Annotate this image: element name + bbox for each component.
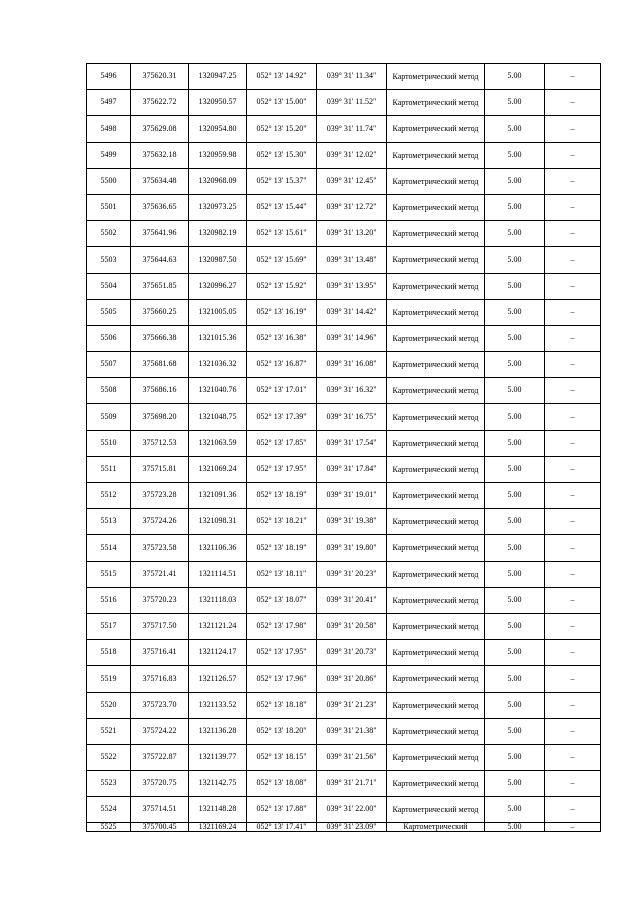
accuracy-cell: 5.00 [485,142,545,168]
latitude-cell: 052° 13' 14.92" [247,64,317,90]
note-cell: – [545,771,601,797]
note-cell: – [545,64,601,90]
longitude-cell: 039° 31' 20.58" [317,613,387,639]
x-coordinate-cell: 375723.28 [131,483,189,509]
latitude-cell: 052° 13' 18.08" [247,771,317,797]
y-coordinate-cell: 1321121.24 [189,613,247,639]
note-cell: – [545,90,601,116]
point-number-cell: 5512 [87,483,131,509]
longitude-cell: 039° 31' 12.02" [317,142,387,168]
point-number-cell: 5498 [87,116,131,142]
latitude-cell: 052° 13' 17.95" [247,640,317,666]
y-coordinate-cell: 1320947.25 [189,64,247,90]
latitude-cell: 052° 13' 17.95" [247,456,317,482]
longitude-cell: 039° 31' 17.84" [317,456,387,482]
accuracy-cell: 5.00 [485,430,545,456]
method-cell: Картометрический метод [387,797,485,823]
latitude-cell: 052° 13' 15.92" [247,273,317,299]
method-cell: Картометрический метод [387,194,485,220]
method-cell: Картометрический метод [387,744,485,770]
point-number-cell: 5499 [87,142,131,168]
note-cell: – [545,483,601,509]
accuracy-cell: 5.00 [485,666,545,692]
longitude-cell: 039° 31' 20.23" [317,561,387,587]
accuracy-cell: 5.00 [485,273,545,299]
accuracy-cell: 5.00 [485,168,545,194]
table-row [87,64,601,90]
longitude-cell: 039° 31' 13.48" [317,247,387,273]
table-row [87,404,601,430]
accuracy-cell: 5.00 [485,692,545,718]
x-coordinate-cell: 375660.25 [131,299,189,325]
x-coordinate-cell: 375629.08 [131,116,189,142]
x-coordinate-cell: 375721.41 [131,561,189,587]
method-cell: Картометрический метод [387,142,485,168]
x-coordinate-cell: 375632.18 [131,142,189,168]
latitude-cell: 052° 13' 15.69" [247,247,317,273]
latitude-cell: 052° 13' 18.19" [247,483,317,509]
latitude-cell: 052° 13' 16.38" [247,325,317,351]
note-cell: – [545,535,601,561]
y-coordinate-cell: 1321142.75 [189,771,247,797]
note-cell: – [545,404,601,430]
longitude-cell: 039° 31' 19.01" [317,483,387,509]
method-cell: Картометрический метод [387,116,485,142]
note-cell: – [545,561,601,587]
longitude-cell: 039° 31' 19.38" [317,509,387,535]
longitude-cell: 039° 31' 20.86" [317,666,387,692]
y-coordinate-cell: 1321124.17 [189,640,247,666]
accuracy-cell: 5.00 [485,194,545,220]
x-coordinate-cell: 375666.38 [131,325,189,351]
table-row [87,378,601,404]
method-cell: Картометрический метод [387,561,485,587]
latitude-cell: 052° 13' 17.96" [247,666,317,692]
table-row [87,221,601,247]
latitude-cell: 052° 13' 18.19" [247,535,317,561]
table-row [87,299,601,325]
table-row [87,273,601,299]
longitude-cell: 039° 31' 19.80" [317,535,387,561]
x-coordinate-cell: 375714.51 [131,797,189,823]
x-coordinate-cell: 375622.72 [131,90,189,116]
table-row [87,509,601,535]
method-cell: Картометрический метод [387,771,485,797]
point-number-cell: 5497 [87,90,131,116]
note-cell: – [545,194,601,220]
table-row [87,116,601,142]
method-cell: Картометрический метод [387,430,485,456]
point-number-cell: 5520 [87,692,131,718]
method-cell: Картометрический метод [387,325,485,351]
y-coordinate-cell: 1320987.50 [189,247,247,273]
method-cell: Картометрический метод [387,456,485,482]
accuracy-cell: 5.00 [485,64,545,90]
note-cell: – [545,797,601,823]
point-number-cell: 5500 [87,168,131,194]
longitude-cell: 039° 31' 21.23" [317,692,387,718]
accuracy-cell: 5.00 [485,221,545,247]
table-row [87,744,601,770]
point-number-cell: 5515 [87,561,131,587]
note-cell: – [545,142,601,168]
method-cell: Картометрический метод [387,535,485,561]
y-coordinate-cell: 1320996.27 [189,273,247,299]
method-cell: Картометрический метод [387,666,485,692]
note-cell: – [545,744,601,770]
y-coordinate-cell: 1321133.52 [189,692,247,718]
y-coordinate-cell: 1321091.36 [189,483,247,509]
method-cell: Картометрический метод [387,483,485,509]
method-cell: Картометрический метод [387,299,485,325]
note-cell: – [545,221,601,247]
accuracy-cell: 5.00 [485,325,545,351]
coordinates-table [86,63,601,832]
method-cell: Картометрический метод [387,404,485,430]
y-coordinate-cell: 1321040.76 [189,378,247,404]
latitude-cell: 052° 13' 16.87" [247,352,317,378]
latitude-cell: 052° 13' 18.15" [247,744,317,770]
longitude-cell: 039° 31' 20.73" [317,640,387,666]
x-coordinate-cell: 375720.75 [131,771,189,797]
y-coordinate-cell: 1321106.36 [189,535,247,561]
latitude-cell: 052° 13' 18.20" [247,718,317,744]
y-coordinate-cell: 1321139.77 [189,744,247,770]
latitude-cell: 052° 13' 15.20" [247,116,317,142]
note-cell: – [545,247,601,273]
x-coordinate-cell: 375700.45 [131,823,189,832]
latitude-cell: 052° 13' 17.39" [247,404,317,430]
y-coordinate-cell: 1321048.75 [189,404,247,430]
note-cell: – [545,456,601,482]
x-coordinate-cell: 375715.81 [131,456,189,482]
point-number-cell: 5517 [87,613,131,639]
x-coordinate-cell: 375723.58 [131,535,189,561]
note-cell: – [545,299,601,325]
longitude-cell: 039° 31' 11.52" [317,90,387,116]
point-number-cell: 5525 [87,823,131,832]
accuracy-cell: 5.00 [485,352,545,378]
method-cell: Картометрический метод [387,718,485,744]
point-number-cell: 5523 [87,771,131,797]
note-cell: – [545,430,601,456]
x-coordinate-cell: 375636.65 [131,194,189,220]
longitude-cell: 039° 31' 11.74" [317,116,387,142]
latitude-cell: 052° 13' 18.07" [247,587,317,613]
table-row [87,430,601,456]
accuracy-cell: 5.00 [485,456,545,482]
x-coordinate-cell: 375620.31 [131,64,189,90]
longitude-cell: 039° 31' 17.54" [317,430,387,456]
y-coordinate-cell: 1321136.28 [189,718,247,744]
table-row [87,483,601,509]
point-number-cell: 5516 [87,587,131,613]
y-coordinate-cell: 1321118.03 [189,587,247,613]
accuracy-cell: 5.00 [485,90,545,116]
table-row [87,142,601,168]
y-coordinate-cell: 1321098.31 [189,509,247,535]
y-coordinate-cell: 1321005.05 [189,299,247,325]
y-coordinate-cell: 1321169.24 [189,823,247,832]
table-row [87,823,601,832]
table-row [87,718,601,744]
accuracy-cell: 5.00 [485,247,545,273]
y-coordinate-cell: 1321114.51 [189,561,247,587]
point-number-cell: 5513 [87,509,131,535]
point-number-cell: 5524 [87,797,131,823]
longitude-cell: 039° 31' 14.42" [317,299,387,325]
accuracy-cell: 5.00 [485,587,545,613]
table-row [87,692,601,718]
x-coordinate-cell: 375634.48 [131,168,189,194]
method-cell: Картометрический метод [387,247,485,273]
x-coordinate-cell: 375723.70 [131,692,189,718]
y-coordinate-cell: 1321036.32 [189,352,247,378]
accuracy-cell: 5.00 [485,483,545,509]
y-coordinate-cell: 1321148.28 [189,797,247,823]
y-coordinate-cell: 1320954.80 [189,116,247,142]
x-coordinate-cell: 375681.68 [131,352,189,378]
longitude-cell: 039° 31' 12.72" [317,194,387,220]
point-number-cell: 5507 [87,352,131,378]
method-cell: Картометрический метод [387,352,485,378]
x-coordinate-cell: 375717.50 [131,613,189,639]
latitude-cell: 052° 13' 16.19" [247,299,317,325]
method-cell: Картометрический метод [387,640,485,666]
table-row [87,587,601,613]
method-cell: Картометрический метод [387,221,485,247]
accuracy-cell: 5.00 [485,378,545,404]
point-number-cell: 5511 [87,456,131,482]
y-coordinate-cell: 1320973.25 [189,194,247,220]
note-cell: – [545,116,601,142]
longitude-cell: 039° 31' 20.41" [317,587,387,613]
y-coordinate-cell: 1321126.57 [189,666,247,692]
accuracy-cell: 5.00 [485,823,545,832]
latitude-cell: 052° 13' 15.30" [247,142,317,168]
point-number-cell: 5496 [87,64,131,90]
latitude-cell: 052° 13' 15.44" [247,194,317,220]
accuracy-cell: 5.00 [485,116,545,142]
y-coordinate-cell: 1320950.57 [189,90,247,116]
note-cell: – [545,666,601,692]
y-coordinate-cell: 1320968.09 [189,168,247,194]
point-number-cell: 5510 [87,430,131,456]
longitude-cell: 039° 31' 16.08" [317,352,387,378]
table-row [87,90,601,116]
latitude-cell: 052° 13' 17.01" [247,378,317,404]
note-cell: – [545,273,601,299]
method-cell: Картометрический метод [387,587,485,613]
x-coordinate-cell: 375712.53 [131,430,189,456]
note-cell: – [545,718,601,744]
note-cell: – [545,613,601,639]
point-number-cell: 5508 [87,378,131,404]
longitude-cell: 039° 31' 16.75" [317,404,387,430]
latitude-cell: 052° 13' 18.11" [247,561,317,587]
method-cell: Картометрический метод [387,273,485,299]
table-row [87,613,601,639]
x-coordinate-cell: 375724.26 [131,509,189,535]
note-cell: – [545,352,601,378]
latitude-cell: 052° 13' 17.85" [247,430,317,456]
point-number-cell: 5504 [87,273,131,299]
x-coordinate-cell: 375724.22 [131,718,189,744]
method-cell: Картометрический метод [387,64,485,90]
accuracy-cell: 5.00 [485,561,545,587]
longitude-cell: 039° 31' 16.32" [317,378,387,404]
point-number-cell: 5509 [87,404,131,430]
point-number-cell: 5505 [87,299,131,325]
latitude-cell: 052° 13' 15.00" [247,90,317,116]
longitude-cell: 039° 31' 13.20" [317,221,387,247]
x-coordinate-cell: 375716.41 [131,640,189,666]
point-number-cell: 5501 [87,194,131,220]
note-cell: – [545,640,601,666]
note-cell: – [545,823,601,832]
note-cell: – [545,378,601,404]
table-row [87,247,601,273]
longitude-cell: 039° 31' 21.56" [317,744,387,770]
longitude-cell: 039° 31' 22.00" [317,797,387,823]
point-number-cell: 5503 [87,247,131,273]
longitude-cell: 039° 31' 12.45" [317,168,387,194]
y-coordinate-cell: 1320982.19 [189,221,247,247]
table-row [87,771,601,797]
table-row [87,168,601,194]
x-coordinate-cell: 375722.87 [131,744,189,770]
accuracy-cell: 5.00 [485,640,545,666]
point-number-cell: 5519 [87,666,131,692]
note-cell: – [545,325,601,351]
note-cell: – [545,168,601,194]
latitude-cell: 052° 13' 17.88" [247,797,317,823]
longitude-cell: 039° 31' 21.71" [317,771,387,797]
longitude-cell: 039° 31' 21.38" [317,718,387,744]
point-number-cell: 5522 [87,744,131,770]
accuracy-cell: 5.00 [485,299,545,325]
y-coordinate-cell: 1321063.59 [189,430,247,456]
table-row [87,352,601,378]
x-coordinate-cell: 375644.63 [131,247,189,273]
point-number-cell: 5506 [87,325,131,351]
accuracy-cell: 5.00 [485,744,545,770]
x-coordinate-cell: 375698.20 [131,404,189,430]
table-row [87,456,601,482]
method-cell: Картометрический метод [387,613,485,639]
table-body [87,64,601,832]
x-coordinate-cell: 375641.96 [131,221,189,247]
note-cell: – [545,692,601,718]
point-number-cell: 5502 [87,221,131,247]
point-number-cell: 5521 [87,718,131,744]
accuracy-cell: 5.00 [485,613,545,639]
accuracy-cell: 5.00 [485,797,545,823]
method-cell: Картометрический метод [387,378,485,404]
table-row [87,325,601,351]
note-cell: – [545,509,601,535]
method-cell: Картометрический метод [387,509,485,535]
latitude-cell: 052° 13' 15.61" [247,221,317,247]
method-cell: Картометрический метод [387,168,485,194]
point-number-cell: 5514 [87,535,131,561]
y-coordinate-cell: 1321069.24 [189,456,247,482]
accuracy-cell: 5.00 [485,771,545,797]
x-coordinate-cell: 375716.83 [131,666,189,692]
table-row [87,666,601,692]
point-number-cell: 5518 [87,640,131,666]
latitude-cell: 052° 13' 17.98" [247,613,317,639]
table-row [87,797,601,823]
table-row [87,194,601,220]
y-coordinate-cell: 1320959.98 [189,142,247,168]
accuracy-cell: 5.00 [485,535,545,561]
note-cell: – [545,587,601,613]
longitude-cell: 039° 31' 11.34" [317,64,387,90]
method-cell: Картометрический метод [387,692,485,718]
x-coordinate-cell: 375720.23 [131,587,189,613]
accuracy-cell: 5.00 [485,509,545,535]
method-cell: Картометрический метод [387,90,485,116]
table-row [87,535,601,561]
latitude-cell: 052° 13' 15.37" [247,168,317,194]
longitude-cell: 039° 31' 14.96" [317,325,387,351]
longitude-cell: 039° 31' 23.09" [317,823,387,832]
x-coordinate-cell: 375651.85 [131,273,189,299]
y-coordinate-cell: 1321015.36 [189,325,247,351]
latitude-cell: 052° 13' 18.21" [247,509,317,535]
table-row [87,561,601,587]
x-coordinate-cell: 375686.16 [131,378,189,404]
table-row [87,640,601,666]
latitude-cell: 052° 13' 17.41" [247,823,317,832]
longitude-cell: 039° 31' 13.95" [317,273,387,299]
latitude-cell: 052° 13' 18.18" [247,692,317,718]
accuracy-cell: 5.00 [485,718,545,744]
accuracy-cell: 5.00 [485,404,545,430]
method-cell: Картометрический [387,823,485,832]
